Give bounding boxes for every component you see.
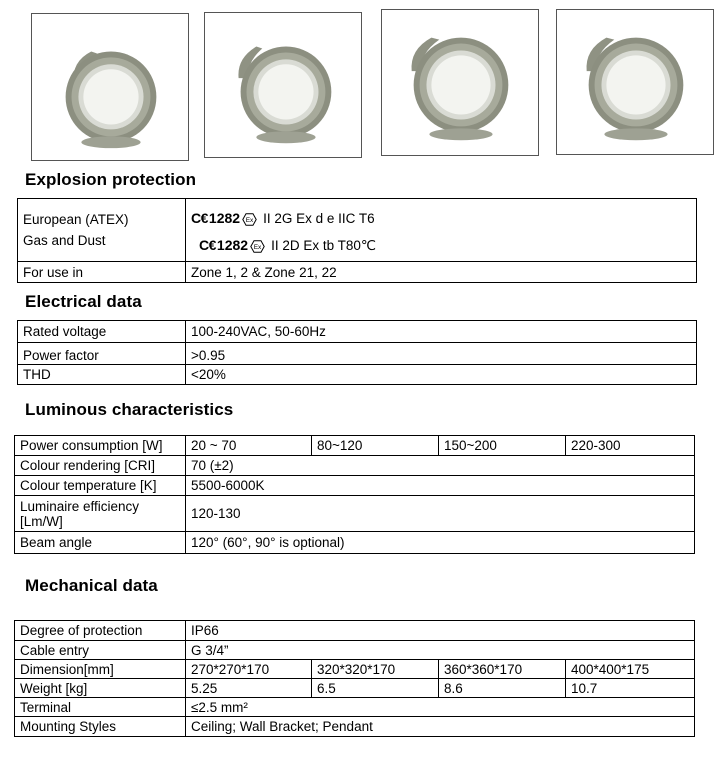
atex-label-cell (18, 199, 186, 262)
power-consumption-label: Power consumption [W] (15, 436, 186, 456)
table-row (18, 321, 697, 343)
dimension-value: 270*270*170 (186, 660, 312, 679)
power-consumption-value: 20 ~ 70 (186, 436, 312, 456)
table-row (15, 717, 695, 737)
table-row (15, 641, 695, 660)
power-consumption-value: 150~200 (439, 436, 566, 456)
atex-label-line2: Gas and Dust (23, 233, 106, 248)
table-row (15, 496, 695, 532)
table-row (15, 621, 695, 641)
electrical-data-heading: Electrical data (25, 292, 142, 311)
colour-temperature-label: Colour temperature [K] (15, 476, 186, 496)
table-row (18, 199, 697, 262)
terminal-label: Terminal (15, 698, 186, 717)
explosion-proof-lamp-icon (32, 14, 188, 160)
explosion-protection-table (17, 198, 697, 283)
rated-voltage-value: 100-240VAC, 50-60Hz (186, 321, 697, 343)
explosion-proof-lamp-icon (205, 13, 361, 157)
terminal-value: ≤2.5 mm² (186, 698, 695, 717)
atex-certification-cell (186, 199, 697, 262)
explosion-protection-heading: Explosion protection (25, 170, 197, 189)
svg-text:Ex: Ex (245, 217, 254, 224)
luminous-characteristics-heading: Luminous characteristics (25, 400, 234, 419)
electrical-data-table (17, 320, 697, 385)
dust-certification-text: II 2D Ex tb T80℃ (271, 238, 377, 253)
table-row (15, 456, 695, 476)
atex-label-line1: European (ATEX) (23, 212, 129, 227)
table-row (15, 698, 695, 717)
for-use-label: For use in (18, 262, 186, 283)
luminaire-efficiency-value: 120-130 (186, 496, 695, 532)
colour-rendering-label: Colour rendering [CRI] (15, 456, 186, 476)
table-row (18, 343, 697, 365)
colour-rendering-value: 70 (±2) (186, 456, 695, 476)
power-consumption-value: 220-300 (566, 436, 695, 456)
weight-label: Weight [kg] (15, 679, 186, 698)
weight-value: 10.7 (566, 679, 695, 698)
power-factor-label: Power factor (18, 343, 186, 365)
notified-body-number: 1282 (208, 210, 241, 226)
gas-certification-text: II 2G Ex d e IIC T6 (263, 211, 375, 226)
mechanical-data-heading: Mechanical data (25, 576, 158, 595)
mounting-styles-value: Ceiling; Wall Bracket; Pendant (186, 717, 695, 737)
dimension-value: 400*400*175 (566, 660, 695, 679)
weight-value: 8.6 (439, 679, 566, 698)
degree-of-protection-label: Degree of protection (15, 621, 186, 641)
table-row (18, 262, 697, 283)
gas-certification-line (191, 204, 691, 226)
beam-angle-value: 120° (60°, 90° is optional) (186, 532, 695, 554)
thd-value: <20% (186, 365, 697, 385)
table-row (15, 532, 695, 554)
product-photo-3 (381, 9, 539, 156)
degree-of-protection-value: IP66 (186, 621, 695, 641)
beam-angle-label: Beam angle (15, 532, 186, 554)
weight-value: 6.5 (312, 679, 439, 698)
colour-temperature-value: 5500-6000K (186, 476, 695, 496)
luminaire-efficiency-label: Luminaire efficiency [Lm/W] (15, 496, 186, 532)
mounting-styles-label: Mounting Styles (15, 717, 186, 737)
rated-voltage-label: Rated voltage (18, 321, 186, 343)
dimension-value: 360*360*170 (439, 660, 566, 679)
notified-body-number: 1282 (216, 237, 249, 253)
table-row (15, 476, 695, 496)
ce-mark-icon: C€ (199, 237, 216, 253)
weight-value: 5.25 (186, 679, 312, 698)
table-row (15, 436, 695, 456)
cable-entry-label: Cable entry (15, 641, 186, 660)
product-photo-2 (204, 12, 362, 158)
ce-mark-icon: C€ (191, 210, 208, 226)
cable-entry-value: G 3/4” (186, 641, 695, 660)
ex-hexagon-icon (242, 213, 257, 226)
table-row (18, 365, 697, 385)
power-consumption-value: 80~120 (312, 436, 439, 456)
explosion-proof-lamp-icon (382, 10, 538, 155)
power-factor-value: >0.95 (186, 343, 697, 365)
explosion-proof-lamp-icon (557, 10, 713, 154)
table-row (15, 679, 695, 698)
dimension-label: Dimension[mm] (15, 660, 186, 679)
dust-certification-line (199, 231, 691, 253)
thd-label: THD (18, 365, 186, 385)
mechanical-data-table (14, 620, 695, 737)
ex-hexagon-icon (250, 240, 265, 253)
svg-text:Ex: Ex (253, 244, 262, 251)
dimension-value: 320*320*170 (312, 660, 439, 679)
product-photo-4 (556, 9, 714, 155)
for-use-value: Zone 1, 2 & Zone 21, 22 (186, 262, 697, 283)
table-row (15, 660, 695, 679)
product-photo-1 (31, 13, 189, 161)
luminous-characteristics-table (14, 435, 695, 554)
